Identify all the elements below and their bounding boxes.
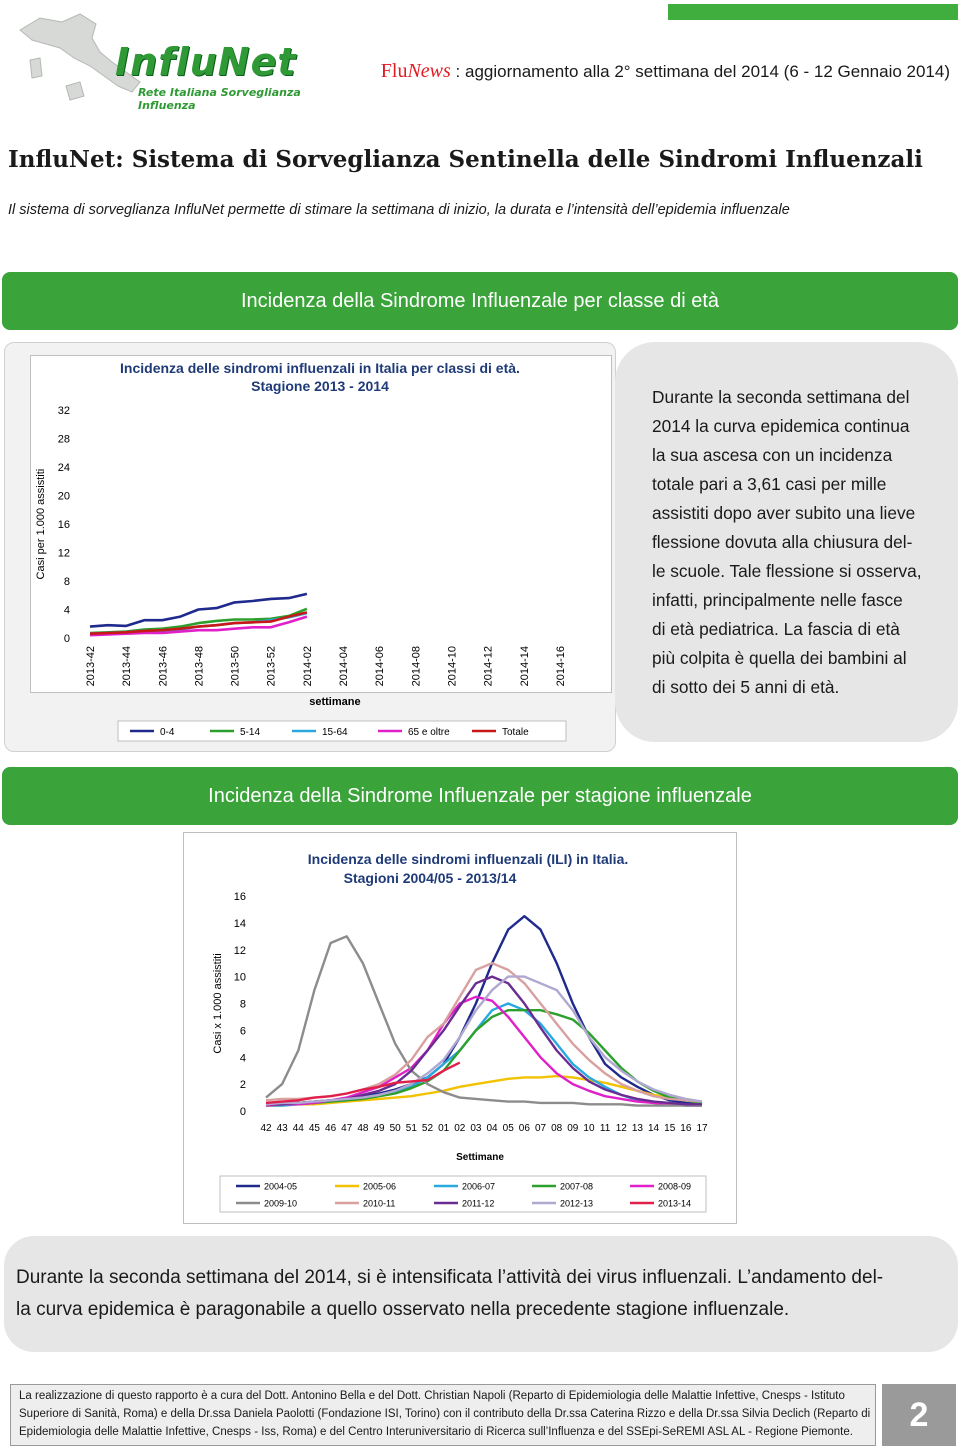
section2-banner: Incidenza della Sindrome Influenzale per stagione influenzale xyxy=(2,767,958,825)
chart2-y-tick: 6 xyxy=(239,1025,246,1038)
chart2-series-line xyxy=(266,916,702,1104)
chart2-x-tick: 48 xyxy=(357,1123,369,1134)
chart1-x-tick: 2013-52 xyxy=(265,646,278,687)
top-accent-bar xyxy=(668,4,958,20)
section1-line: le scuole. Tale flessione si osserva, xyxy=(652,561,922,581)
page-number: 2 xyxy=(882,1384,956,1446)
chart2-legend-label: 2004-05 xyxy=(264,1181,298,1192)
chart1-y-tick: 4 xyxy=(63,604,70,617)
chart2-y-tick: 12 xyxy=(233,944,246,957)
footer-credits xyxy=(10,1384,876,1446)
chart1-x-tick: 2014-12 xyxy=(482,646,495,687)
chart1-x-tick: 2013-44 xyxy=(121,646,134,687)
section1-line: assistiti dopo aver subito una lieve xyxy=(652,503,916,523)
chart2-x-tick: 02 xyxy=(454,1123,466,1134)
chart2-subtitle: Stagioni 2004/05 - 2013/14 xyxy=(343,870,517,886)
section1-line: totale pari a 3,61 casi per mille xyxy=(652,474,887,494)
chart2-y-tick: 0 xyxy=(239,1106,246,1118)
chart2-x-tick: 43 xyxy=(276,1123,288,1134)
chart2-x-tick: 44 xyxy=(292,1123,304,1134)
chart1-subtitle: Stagione 2013 - 2014 xyxy=(251,378,389,394)
chart1-x-tick: 2013-46 xyxy=(157,646,170,687)
chart2-x-label: Settimane xyxy=(456,1152,504,1163)
chart2-x-tick: 46 xyxy=(325,1123,337,1134)
chart2-x-tick: 11 xyxy=(599,1123,611,1134)
logo-wordmark: InfluNet xyxy=(115,40,297,84)
footer-line: La realizzazione di questo rapporto è a cura del Dott. Antonino Bella e del Dott. Christian Napoli (Reparto di Epidemiologia delle Malattie Infettive, Cnesps - Istituto xyxy=(19,1390,845,1402)
chart2-x-tick: 51 xyxy=(405,1123,417,1134)
section1-line: di età pediatrica. La fascia di età xyxy=(652,619,900,639)
chart1-x-tick: 2014-04 xyxy=(338,646,351,687)
chart2-x-tick: 49 xyxy=(373,1123,385,1134)
chart2-x-tick: 13 xyxy=(631,1123,643,1134)
chart2-x-tick: 12 xyxy=(615,1123,627,1134)
section1-line: Durante la seconda settimana del xyxy=(652,387,910,407)
chart2-legend-label: 2006-07 xyxy=(462,1181,496,1192)
chart2-x-tick: 14 xyxy=(647,1123,660,1134)
section2-text xyxy=(16,1262,951,1326)
chart1-x-label: settimane xyxy=(309,696,361,708)
update-text: : aggiornamento alla 2° settimana del 2014 (6 - 12 Gennaio 2014) xyxy=(455,62,950,81)
section1-line: infatti, principalmente nelle fasce xyxy=(652,590,903,610)
chart1-legend-label: Totale xyxy=(502,727,529,738)
chart2-y-tick: 14 xyxy=(233,917,246,930)
chart2-x-tick: 16 xyxy=(680,1123,692,1134)
chart2-legend-label: 2005-06 xyxy=(363,1181,397,1192)
chart1-y-label: Casi per 1.000 assistiti xyxy=(35,468,47,580)
chart2-legend-label: 2011-12 xyxy=(462,1198,495,1209)
chart2-x-tick: 05 xyxy=(502,1123,514,1134)
section2-line: la curva epidemica è paragonabile a quello osservato nella precedente stagione influenzale. xyxy=(16,1299,790,1320)
footer-line: Epidemiologia delle Malattie Infettive, Cnesps - Iss, Roma) e del Centro Interuniversitario di Ricerca sull’Influenza e del SSEpi-SeREMI ASL AL - Regione Piemonte. xyxy=(19,1426,853,1438)
chart1-x-tick: 2013-48 xyxy=(193,646,206,687)
chart2-y-tick: 10 xyxy=(233,971,246,984)
chart1-x-tick: 2014-02 xyxy=(301,646,314,687)
chart1-y-tick: 24 xyxy=(57,462,70,475)
chart1-title: Incidenza delle sindromi influenzali in Italia per classi di età. xyxy=(120,360,520,376)
chart2-x-tick: 03 xyxy=(470,1123,482,1134)
chart2-x-tick: 09 xyxy=(567,1123,579,1134)
influnet-logo xyxy=(0,0,340,110)
chart2-x-tick: 10 xyxy=(583,1123,595,1134)
chart1-x-tick: 2014-08 xyxy=(410,646,423,687)
chart1-y-tick: 32 xyxy=(57,405,70,418)
chart2-title: Incidenza delle sindromi influenzali (ILI) in Italia. xyxy=(307,851,629,867)
chart1-y-tick: 28 xyxy=(57,433,70,446)
section1-banner: Incidenza della Sindrome Influenzale per classe di età xyxy=(2,272,958,330)
section1-text xyxy=(652,383,935,702)
chart1-legend-label: 5-14 xyxy=(240,727,261,738)
section1-line: flessione dovuta alla chiusura del- xyxy=(652,532,913,552)
section1-line: 2014 la curva epidemica continua xyxy=(652,416,910,436)
page-subtitle: Il sistema di sorveglianza InfluNet permette di stimare la settimana di inizio, la durata e l’intensità dell’epidemia influenzale xyxy=(8,202,790,218)
chart1-y-tick: 20 xyxy=(57,490,70,503)
chart1-y-tick: 16 xyxy=(57,519,70,532)
chart1-y-tick: 8 xyxy=(63,576,70,589)
section2-line: Durante la seconda settimana del 2014, si è intensificata l’attività dei virus influenzali. L’andamento del- xyxy=(16,1267,884,1288)
chart2-x-tick: 15 xyxy=(664,1123,676,1134)
chart2-legend-label: 2007-08 xyxy=(560,1181,594,1192)
chart2-y-tick: 4 xyxy=(239,1052,246,1065)
logo-subtitle: Rete Italiana Sorveglianza Influenza xyxy=(138,86,301,112)
chart2-x-tick: 08 xyxy=(551,1123,563,1134)
chart1-x-tick: 2013-50 xyxy=(229,646,242,687)
chart2-legend-label: 2008-09 xyxy=(658,1181,692,1192)
chart2-legend-label: 2009-10 xyxy=(264,1198,298,1209)
season-chart xyxy=(180,830,740,1225)
chart2-x-tick: 17 xyxy=(696,1123,708,1134)
chart1-legend-label: 0-4 xyxy=(160,727,175,738)
section1-line: la sua ascesa con un incidenza xyxy=(652,445,893,465)
chart2-x-tick: 04 xyxy=(486,1123,498,1134)
chart2-y-label: Casi x 1.000 assistiti xyxy=(212,953,224,1054)
chart2-y-tick: 2 xyxy=(239,1079,246,1092)
chart2-y-tick: 8 xyxy=(239,998,246,1011)
chart1-x-tick: 2014-06 xyxy=(374,646,387,687)
chart2-x-tick: 50 xyxy=(389,1123,401,1134)
news-word: News xyxy=(407,60,451,82)
chart1-x-tick: 2014-16 xyxy=(554,646,567,687)
chart2-legend-label: 2013-14 xyxy=(658,1198,692,1209)
chart1-x-tick: 2014-14 xyxy=(518,646,531,687)
chart2-x-tick: 42 xyxy=(260,1123,272,1134)
age-class-chart xyxy=(0,340,620,750)
chart1-y-tick: 0 xyxy=(63,633,70,645)
chart2-legend-label: 2010-11 xyxy=(363,1198,396,1209)
flu-word: Flu xyxy=(380,60,408,82)
chart1-x-tick: 2013-42 xyxy=(85,646,97,687)
chart1-x-tick: 2014-10 xyxy=(446,646,459,687)
chart2-x-tick: 52 xyxy=(421,1123,434,1134)
chart2-x-tick: 06 xyxy=(518,1123,530,1134)
chart2-x-tick: 45 xyxy=(308,1123,321,1134)
footer-line: Superiore di Sanità, Roma) e della Dr.ssa Daniela Paolotti (Fondazione ISI, Torino) con il contributo della Dr.ssa Caterina Rizzo e della Dr.ssa Silvia Declich (Reparto di xyxy=(19,1408,871,1420)
chart2-y-tick: 16 xyxy=(233,891,246,903)
chart1-legend-label: 15-64 xyxy=(322,727,348,738)
chart2-legend-label: 2012-13 xyxy=(560,1198,594,1209)
chart1-y-tick: 12 xyxy=(57,547,70,560)
chart2-x-tick: 01 xyxy=(438,1123,450,1134)
chart1-legend-label: 65 e oltre xyxy=(408,727,450,738)
section1-line: di sotto dei 5 anni di età. xyxy=(652,677,840,697)
chart2-x-tick: 47 xyxy=(341,1123,353,1134)
section1-line: più colpita è quella dei bambini al xyxy=(652,648,907,668)
page-title: InfluNet: Sistema di Sorveglianza Sentinella delle Sindromi Influenzali xyxy=(8,146,923,173)
chart2-x-tick: 07 xyxy=(534,1123,547,1134)
update-header xyxy=(381,60,950,83)
